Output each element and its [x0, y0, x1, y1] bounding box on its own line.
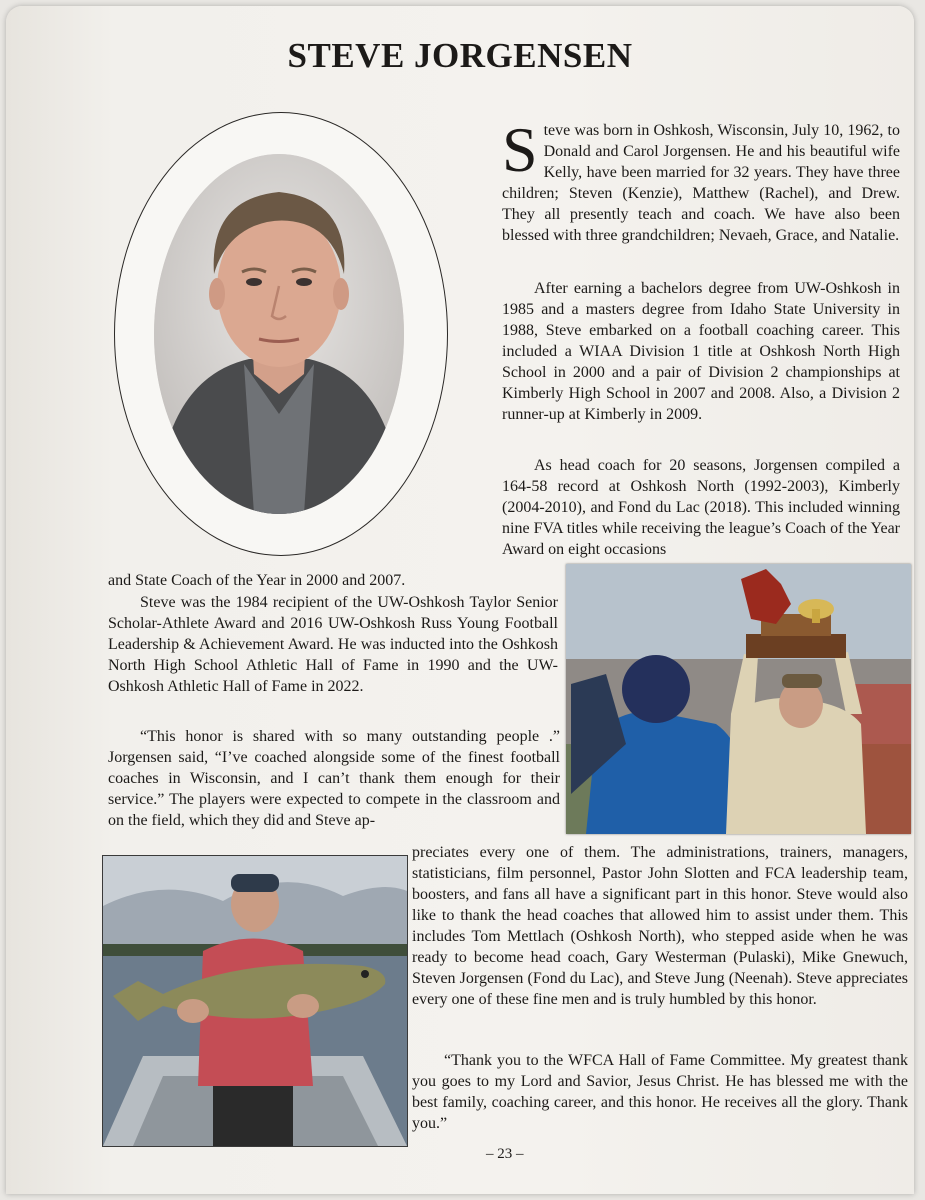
- fishing-photo-illustration: [103, 856, 407, 1146]
- bio-paragraph-6: “Thank you to the WFCA Hall of Fame Committee. My greatest thank you goes to my Lord and Savior, Jesus Christ. He has blessed me with the best family, coaching career, and this honor. He receives all the glory. Thank you.”: [412, 1052, 908, 1132]
- bio-paragraph-4: Steve was the 1984 recipient of the UW-Oshkosh Taylor Senior Scholar-Athlete Award and 2016 UW-Oshkosh Russ Young Football Leadership & Achievement Award. He was inducted into the Oshkosh North High School Athletic Hall of Fame in 1990 and the UW-Oshkosh Athletic Hall of Fame in 2022.: [108, 594, 558, 695]
- bio-paragraph-5-continued: preciates every one of them. The administrations, trainers, managers, statisticians, film personnel, Pastor John Slotten and FCA leadership team, boosters, and fans all have a significant part in this honor. Steve would also like to thank the head coaches that allowed him to assist under them. This includes Tom Mettlach (Oshkosh North), who stepped aside when he was ready to become head coach, Gary Westerman (Pulaski), Mike Gnewuch, Steven Jorgensen (Fond du Lac), and Steve Jung (Neenah). Steve appreciates every one of these fine men and is truly humbled by this honor.: [412, 844, 908, 1008]
- bio-paragraph-1-text: teve was born in Oshkosh, Wisconsin, July 10, 1962, to Donald and Carol Jorgensen. He and his beautiful wife Kelly, have been married for 32 years. They have three children; Steven (Kenzie), Matthew (Rachel), and Drew. They all presently teach and coach. We have also been blessed with three grandchildren; Nevaeh, Grace, and Natalie.: [502, 122, 900, 244]
- fishing-photo: [102, 855, 408, 1147]
- bio-paragraph-5: “This honor is shared with so many outstanding people .” Jorgensen said, “I’ve coached alongside some of the finest football coaches in Wisconsin, and I can’t thank them enough for their service.” The players were expected to compete in the classroom and on the field, which they did and Steve ap-: [108, 728, 560, 829]
- portrait-illustration: [154, 154, 404, 514]
- bio-paragraph-3-continued: and State Coach of the Year in 2000 and 2007.: [108, 572, 406, 589]
- bio-paragraph-2: After earning a bachelors degree from UW-Oshkosh in 1985 and a masters degree from Idaho State University in 1988, Steve embarked on a football coaching career. This included a WIAA Division 1 title at Oshkosh North High School in 2000 and a pair of Division 2 championships at Kimberly High School in 2007 and 2008. Also, a Division 2 runner-up at Kimberly in 2009.: [502, 280, 900, 423]
- trophy-celebration-photo: [566, 564, 911, 834]
- drop-cap: S: [502, 114, 538, 185]
- trophy-photo-illustration: [566, 564, 911, 834]
- portrait-photo: [154, 154, 404, 514]
- page-number: – 23 –: [486, 1146, 524, 1162]
- bio-paragraph-3: As head coach for 20 seasons, Jorgensen compiled a 164-58 record at Oshkosh North (1992-2003), Kimberly (2004-2010), and Fond du Lac (2018). This included winning nine FVA titles while receiving the league’s Coach of the Year Award on eight occasions: [502, 457, 900, 558]
- page-title: STEVE JORGENSEN: [287, 36, 633, 75]
- yearbook-page: [6, 6, 914, 1194]
- bio-paragraph-1: [502, 114, 900, 246]
